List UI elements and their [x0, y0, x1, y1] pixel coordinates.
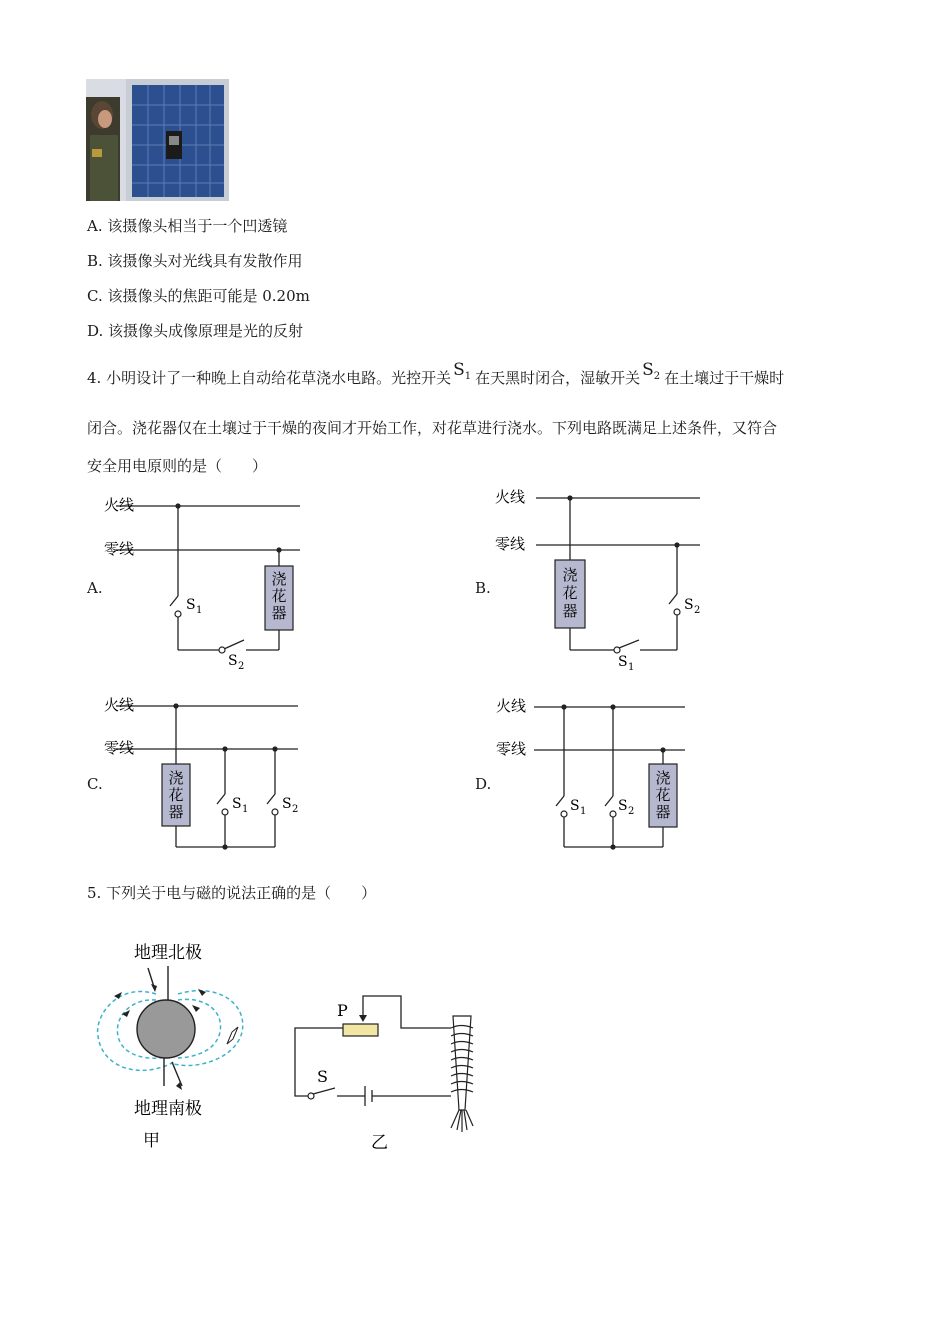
- switch-s2-label: S: [282, 796, 292, 812]
- device-char: 器: [562, 602, 578, 620]
- figure-yi-caption: 乙: [371, 1133, 388, 1153]
- q4-option-c-label: C.: [87, 775, 103, 793]
- q3-option-d: D. 该摄像头成像原理是光的反射: [87, 322, 304, 340]
- live-wire-label: 火线: [104, 696, 135, 714]
- switch-s1-label: S: [618, 654, 628, 670]
- device-char: 花: [655, 786, 671, 804]
- device-char: 浇: [168, 769, 184, 787]
- figure-jia-caption: 甲: [143, 1131, 160, 1151]
- circuit-diagram-c: [100, 690, 310, 860]
- geographic-south-pole-label: 地理南极: [134, 1099, 202, 1119]
- switch-s1-label: S: [232, 796, 242, 812]
- q4-stem-line1: [87, 360, 785, 391]
- q4-s1-subscript: 1: [464, 371, 472, 382]
- q3-option-b: B. 该摄像头对光线具有发散作用: [87, 252, 303, 270]
- switch-s1-subscript: 1: [242, 804, 249, 815]
- slider-p-label: P: [337, 1001, 348, 1020]
- switch-s1-subscript: 1: [628, 662, 635, 673]
- q4-stem-line3: 安全用电原则的是（ ）: [87, 457, 268, 475]
- q4-stem-part1: 4. 小明设计了一种晚上自动给花草浇水电路。光控开关: [87, 369, 452, 387]
- q4-option-d-label: D.: [475, 775, 492, 793]
- locker-camera-photo: [86, 79, 229, 201]
- switch-s2-subscript: 2: [628, 806, 635, 817]
- device-char: 浇: [562, 566, 578, 584]
- q3-option-a: A. 该摄像头相当于一个凹透镜: [87, 217, 288, 235]
- circuit-diagram-d: [490, 690, 700, 860]
- device-char: 花: [562, 584, 578, 602]
- earth-magnetic-field-figure: [88, 934, 258, 1156]
- switch-s1-label: S: [186, 597, 196, 613]
- live-wire-label: 火线: [495, 488, 526, 506]
- circuit-diagram-b: [490, 480, 710, 680]
- switch-s1-subscript: 1: [580, 806, 587, 817]
- switch-s2-subscript: 2: [694, 605, 701, 616]
- q4-s1-symbol: S: [453, 360, 465, 380]
- switch-s2-subscript: 2: [292, 804, 299, 815]
- q4-s2-subscript: 2: [653, 371, 661, 382]
- switch-s2-subscript: 2: [238, 661, 245, 672]
- q4-option-b-label: B.: [475, 579, 491, 597]
- neutral-wire-label: 零线: [495, 535, 526, 553]
- q4-stem-part3: 在土壤过于干燥时: [664, 369, 785, 387]
- device-char: 器: [168, 803, 184, 821]
- device-char: 花: [271, 587, 287, 605]
- device-char: 浇: [271, 570, 287, 588]
- circuit-diagram-a: [100, 488, 310, 678]
- q4-stem-line2: 闭合。浇花器仅在土壤过于干燥的夜间才开始工作，对花草进行浇水。下列电路既满足上述条件，又符合: [87, 419, 778, 437]
- geographic-north-pole-label: 地理北极: [134, 943, 202, 963]
- live-wire-label: 火线: [496, 697, 527, 715]
- switch-s2-label: S: [618, 798, 628, 814]
- device-char: 花: [168, 786, 184, 804]
- neutral-wire-label: 零线: [496, 740, 527, 758]
- q4-stem-part2: 在天黑时闭合，湿敏开关: [475, 369, 641, 387]
- device-char: 器: [655, 803, 671, 821]
- live-wire-label: 火线: [104, 496, 135, 514]
- switch-s-label: S: [317, 1067, 328, 1086]
- q4-s2-symbol: S: [642, 360, 654, 380]
- switch-s1-label: S: [570, 798, 580, 814]
- neutral-wire-label: 零线: [104, 739, 135, 757]
- device-char: 器: [271, 604, 287, 622]
- switch-s1-subscript: 1: [196, 605, 203, 616]
- q5-stem: 5. 下列关于电与磁的说法正确的是（ ）: [87, 884, 377, 902]
- device-char: 浇: [655, 769, 671, 787]
- electromagnet-circuit-figure: [285, 988, 490, 1156]
- neutral-wire-label: 零线: [104, 540, 135, 558]
- switch-s2-label: S: [228, 653, 238, 669]
- switch-s2-label: S: [684, 597, 694, 613]
- q3-option-c: C. 该摄像头的焦距可能是 0.20m: [87, 287, 310, 305]
- q4-option-a-label: A.: [87, 579, 103, 597]
